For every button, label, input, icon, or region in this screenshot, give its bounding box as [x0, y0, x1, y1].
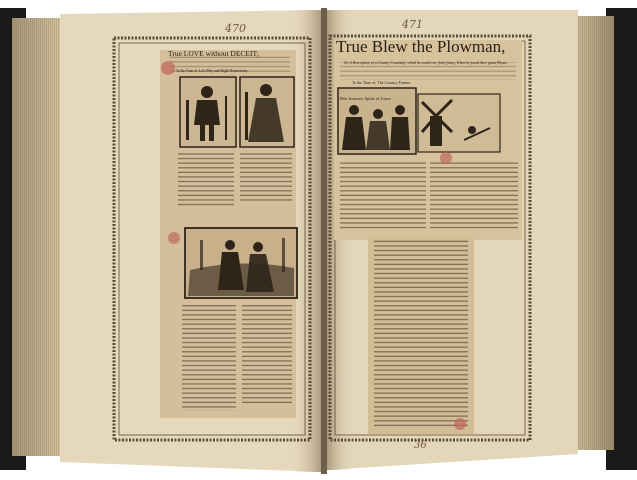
right-subtitle: Or, A Description of a Country Courtship; which he could ever finely fancy, When he found there guine Physic. — [344, 61, 508, 65]
left-verse-block-2 — [240, 152, 292, 202]
left-verse-block-1 — [178, 152, 234, 208]
left-page-number: 470 — [225, 22, 246, 35]
library-stamp — [454, 418, 466, 430]
folio-mark: 36 — [414, 440, 427, 451]
right-verse-block-1 — [340, 160, 426, 230]
right-tune-line: To the Tune of, The Country Farmer. — [352, 80, 411, 85]
right-verse-block-3 — [374, 240, 468, 426]
woodcut-caption: Ben Jonson's Spirit of Jonce — [340, 96, 391, 101]
right-verse-block-2 — [430, 160, 518, 230]
left-tune-line: To the Tune of, Let's Pitty and Slight Neuerwister. — [176, 69, 249, 73]
right-page-number: 471 — [402, 18, 423, 31]
library-stamp — [440, 152, 452, 164]
right-ballad-title: True Blew the Plowman, — [336, 37, 506, 56]
left-verse-block-3 — [182, 305, 236, 411]
left-verse-block-4 — [242, 305, 292, 405]
library-stamp — [161, 61, 175, 75]
library-stamp — [168, 232, 180, 244]
left-ballad-title: True LOVE without DECEIT; — [168, 49, 259, 58]
